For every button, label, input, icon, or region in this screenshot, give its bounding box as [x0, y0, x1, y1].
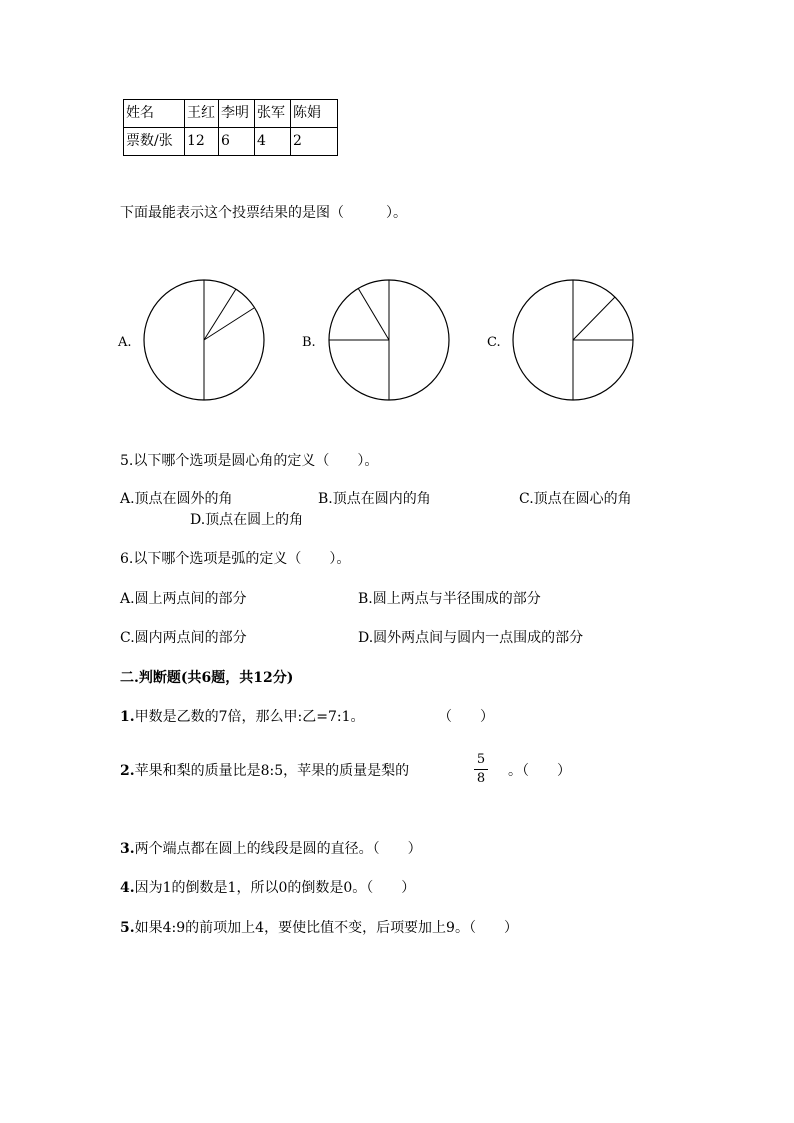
judge-item-3: [120, 838, 422, 858]
pie-divider: [204, 289, 236, 340]
item-text: 苹果和梨的质量比是8:5，苹果的质量是梨的: [134, 763, 410, 779]
question-5-option-b[interactable]: B.顶点在圆内的角: [318, 491, 431, 507]
table-cell: 12: [185, 128, 219, 156]
pie-option-a-label: A.: [118, 335, 132, 350]
table-row: [124, 100, 338, 128]
judge-item-4: [120, 877, 415, 897]
question-6-text: 6.以下哪个选项是弧的定义（ ）。: [120, 551, 351, 567]
table-cell: 姓名: [124, 100, 185, 128]
table-cell: 2: [291, 128, 338, 156]
table-cell: 6: [219, 128, 255, 156]
item-text: 如果4:9的前项加上4，要使比值不变，后项要加上9。（ ）: [134, 920, 518, 936]
question-5-option-c[interactable]: C.顶点在圆心的角: [519, 491, 632, 507]
pie-divider: [573, 297, 615, 340]
item-number: 4.: [120, 880, 135, 896]
judge-item-2-blank[interactable]: 。（ ）: [508, 763, 571, 779]
pie-divider: [204, 308, 254, 340]
pie-option-a[interactable]: [117, 280, 264, 400]
pie-option-c-label: C.: [487, 335, 501, 350]
item-text: 因为1的倒数是1，所以0的倒数是0。（ ）: [134, 880, 416, 896]
item-number: 5.: [120, 920, 135, 936]
fraction-denominator: 8: [476, 771, 486, 786]
item-number: 3.: [120, 841, 135, 857]
fraction-numerator: 5: [476, 752, 486, 767]
question-6-option-a[interactable]: A.圆上两点间的部分: [120, 591, 247, 607]
table-cell: 陈娟: [291, 100, 338, 128]
item-number: 1.: [120, 709, 135, 725]
pie-option-b[interactable]: [302, 280, 449, 400]
question-5-option-d[interactable]: D.顶点在圆上的角: [190, 512, 304, 528]
pie-divider: [358, 288, 389, 340]
judge-item-2: [120, 760, 409, 780]
question-5-option-a[interactable]: A.顶点在圆外的角: [120, 491, 233, 507]
item-text: 甲数是乙数的7倍，那么甲:乙=7:1。: [134, 709, 365, 725]
pie-option-c[interactable]: [487, 280, 633, 400]
pie-option-b-label: B.: [302, 335, 316, 350]
fraction-bar: [474, 769, 488, 770]
question-6-option-d[interactable]: D.圆外两点间与圆内一点围成的部分: [358, 630, 584, 646]
table-cell: 李明: [219, 100, 255, 128]
section-2-title: 二.判断题(共6题，共12分): [120, 670, 294, 686]
item-text: 两个端点都在圆上的线段是圆的直径。（ ）: [134, 841, 422, 857]
table-cell: 4: [255, 128, 291, 156]
pie-options: [0, 270, 794, 410]
table-cell: 王红: [185, 100, 219, 128]
question-4-prompt: 下面最能表示这个投票结果的是图（ ）。: [120, 205, 407, 221]
vote-table: [123, 99, 338, 156]
judge-item-1: [120, 706, 365, 726]
question-6-option-b[interactable]: B.圆上两点与半径围成的部分: [358, 591, 541, 607]
table-row: [124, 128, 338, 156]
item-number: 2.: [120, 763, 135, 779]
fraction: [474, 752, 488, 787]
question-5-text: 5.以下哪个选项是圆心角的定义（ ）。: [120, 453, 379, 469]
table-cell: 张军: [255, 100, 291, 128]
judge-item-5: [120, 917, 518, 937]
table-cell: 票数/张: [124, 128, 185, 156]
question-6-option-c[interactable]: C.圆内两点间的部分: [120, 630, 247, 646]
judge-item-1-blank[interactable]: （ ）: [438, 709, 494, 725]
